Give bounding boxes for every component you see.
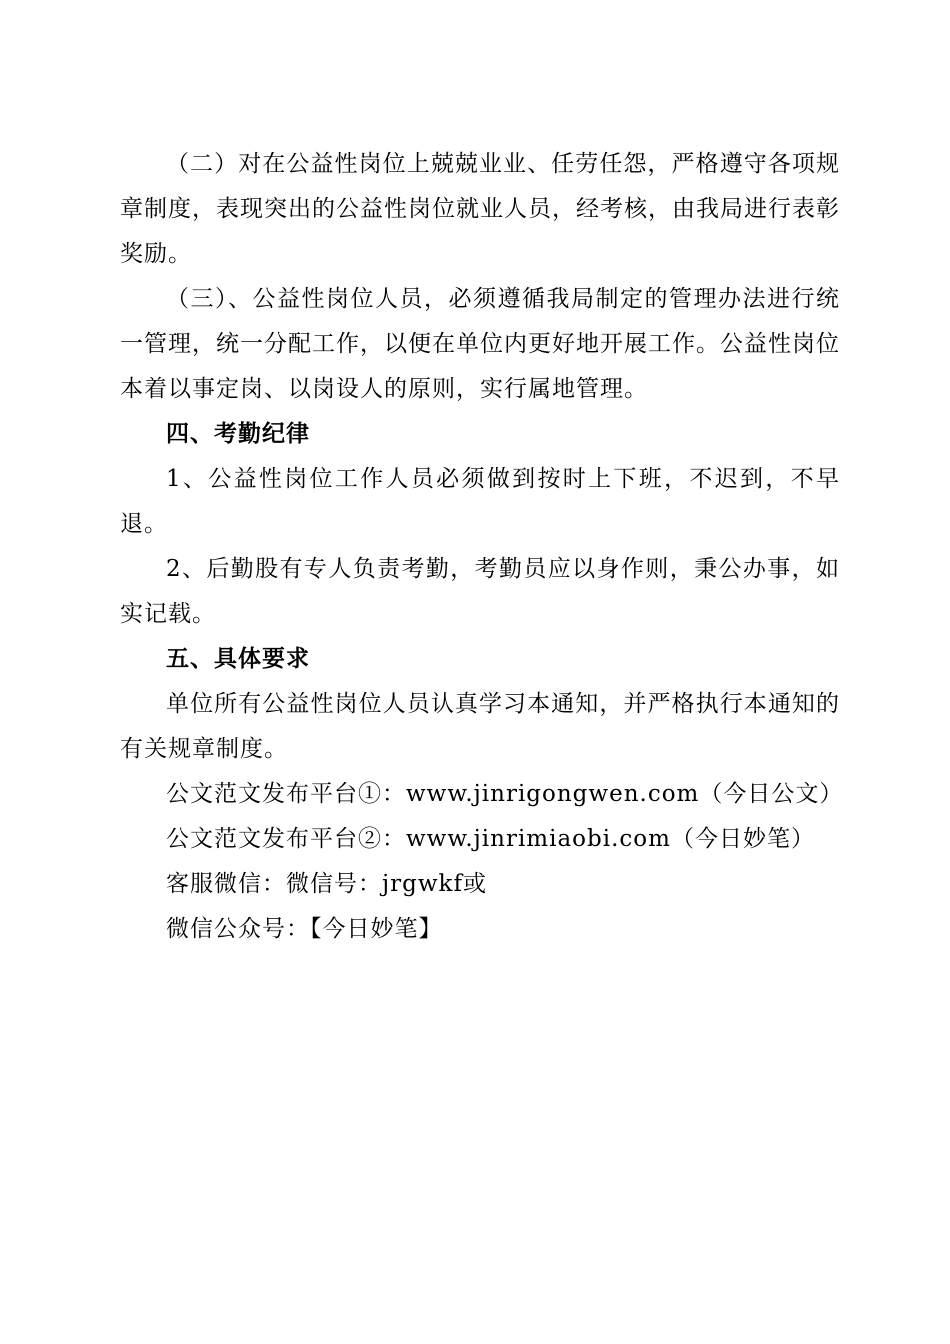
- document-body: [120, 142, 844, 952]
- paragraph-platform-2: 公文范文发布平台②：www.jinrimiaobi.com（今日妙笔）: [166, 826, 815, 852]
- paragraph-commendation: （二）对在公益性岗位上兢兢业业、任劳任怨，严格遵守各项规章制度，表现突出的公益性岗位就业人员，经考核，由我局进行表彰奖励。: [120, 151, 840, 267]
- paragraph-management: （三）、公益性岗位人员，必须遵循我局制定的管理办法进行统一管理，统一分配工作，以便在单位内更好地开展工作。公益性岗位本着以事定岗、以岗设人的原则，实行属地管理。: [120, 286, 840, 402]
- paragraph-wechat-service: 客服微信：微信号：jrgwkf或: [166, 871, 487, 897]
- section-heading-attendance: 四、考勤纪律: [166, 421, 310, 447]
- paragraph-platform-1: 公文范文发布平台①：www.jinrigongwen.com（今日公文）: [166, 781, 844, 807]
- section-heading-requirements: 五、具体要求: [166, 646, 310, 672]
- paragraph-wechat-account: 微信公众号：【今日妙笔】: [166, 916, 443, 942]
- paragraph-attendance-rule-2: 2、后勤股有专人负责考勤，考勤员应以身作则，秉公办事，如实记载。: [120, 556, 840, 627]
- paragraph-requirements: 单位所有公益性岗位人员认真学习本通知，并严格执行本通知的有关规章制度。: [120, 691, 840, 762]
- paragraph-attendance-rule-1: 1、公益性岗位工作人员必须做到按时上下班，不迟到，不早退。: [120, 466, 840, 537]
